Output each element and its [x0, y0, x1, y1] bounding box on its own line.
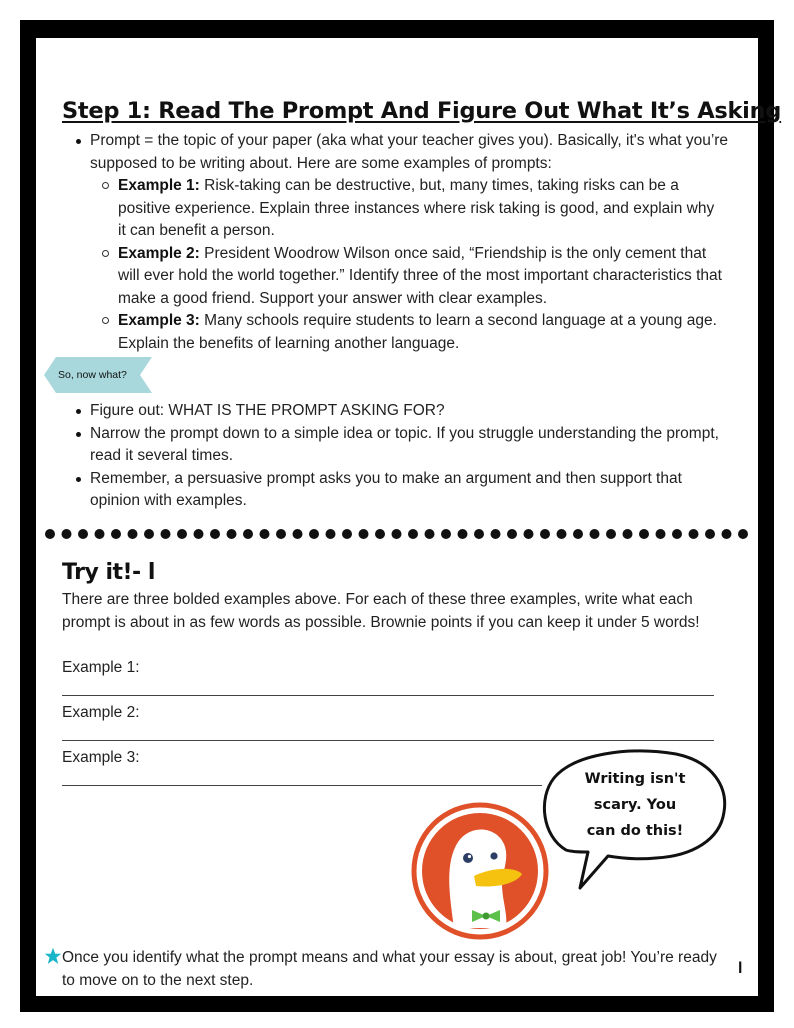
example-label: Example 3: [118, 312, 200, 329]
divider-dot [45, 529, 55, 539]
divider-dot [738, 529, 748, 539]
divider-dot [425, 529, 435, 539]
divider-dot [342, 529, 352, 539]
bubble-line: scary. You [593, 797, 677, 813]
divider-dot [408, 529, 418, 539]
divider-dot [458, 529, 468, 539]
bubble-line: Writing isn't [584, 771, 686, 787]
divider-dot [161, 529, 171, 539]
intro-list [76, 130, 736, 175]
divider-dot [326, 529, 336, 539]
divider-dot [722, 529, 732, 539]
answer-label-2: Example 2: [62, 704, 140, 721]
step-item-1: Figure out: WHAT IS THE PROMPT ASKING FOR? [76, 400, 736, 423]
answer-label-1: Example 1: [62, 659, 140, 676]
sub-bullet [102, 250, 109, 257]
example-text: President Woodrow Wilson once said, “Friendship is the only cement that will ever hold the world together.” Identify three of the most important characteristics that make a good friend. Support your answer with clear examples. [118, 244, 722, 307]
example-list [102, 175, 722, 355]
divider-dot [78, 529, 88, 539]
example-item-1 [102, 175, 722, 243]
sub-bullet [102, 182, 109, 189]
divider-dot [62, 529, 72, 539]
example-item-2 [102, 243, 722, 311]
bullet-dot [76, 409, 81, 414]
divider-dot [689, 529, 699, 539]
divider-dot [111, 529, 121, 539]
step-item-2: Narrow the prompt down to a simple idea or topic. If you struggle understanding the prompt, read it several times. [76, 423, 736, 468]
try-it-instructions: There are three bolded examples above. For each of these three examples, write what each prompt is about in as few words as possible. Brownie points if you can keep it under 5 words! [62, 591, 700, 631]
sub-bullet [102, 317, 109, 324]
divider-dot [128, 529, 138, 539]
divider-dot [392, 529, 402, 539]
example-text: Many schools require students to learn a second language at a young age. Explain the benefits of learning another language. [118, 312, 717, 352]
divider-dot [227, 529, 237, 539]
bullet-dot [76, 477, 81, 482]
divider-dot [623, 529, 633, 539]
example-label: Example 1: [118, 177, 200, 194]
try-it-heading: Try it!- l [62, 560, 155, 585]
intro-bullet: Prompt = the topic of your paper (aka what your teacher gives you). Basically, it's what you’re supposed to be writing about. Here are some examples of prompts: [76, 130, 736, 175]
divider-dot [260, 529, 270, 539]
example-label: Example 2: [118, 244, 200, 262]
footer-text: Once you identify what the prompt means and what your essay is about, great job! You’re ready to move on to the next step. [62, 949, 717, 989]
page-title: Step 1: Read The Prompt And Figure Out What It’s Asking [62, 98, 782, 124]
example-text: Risk-taking can be destructive, but, many times, taking risks can be a positive experience. Explain three instances where risk taking is good, and explain why it can benefit a person. [118, 177, 715, 239]
divider-dot [540, 529, 550, 539]
speech-bubble-text [560, 766, 710, 844]
bullet-dot [76, 139, 81, 144]
star-icon [44, 947, 62, 965]
steps-list [76, 400, 736, 513]
divider-dot [639, 529, 649, 539]
divider-dot [507, 529, 517, 539]
divider-dot [524, 529, 534, 539]
divider-dot [590, 529, 600, 539]
dotted-divider [44, 528, 758, 540]
answer-line-3[interactable] [62, 785, 542, 786]
divider-dot [359, 529, 369, 539]
divider-dot [474, 529, 484, 539]
answer-line-2[interactable] [62, 740, 714, 741]
bubble-line: can do this! [586, 823, 684, 839]
divider-dot [705, 529, 715, 539]
divider-dot [656, 529, 666, 539]
divider-dot [606, 529, 616, 539]
divider-dot [573, 529, 583, 539]
divider-dot [177, 529, 187, 539]
duck-mascot-icon [410, 802, 550, 940]
divider-dot [95, 529, 105, 539]
answer-line-1[interactable] [62, 695, 714, 696]
divider-dot [194, 529, 204, 539]
step-item-3: Remember, a persuasive prompt asks you to make an argument and then support that opinion with examples. [76, 468, 736, 513]
divider-dot [672, 529, 682, 539]
divider-dot [276, 529, 286, 539]
divider-dot [441, 529, 451, 539]
divider-dot [243, 529, 253, 539]
answer-label-3: Example 3: [62, 749, 140, 766]
page-number: l [738, 960, 743, 977]
divider-dot [144, 529, 154, 539]
divider-dot [309, 529, 319, 539]
divider-dot [293, 529, 303, 539]
ribbon-label: So, now what? [58, 369, 127, 381]
bullet-dot [76, 432, 81, 437]
divider-dot [557, 529, 567, 539]
divider-dot [375, 529, 385, 539]
divider-dot [210, 529, 220, 539]
example-item-3 [102, 310, 722, 355]
divider-dot [491, 529, 501, 539]
